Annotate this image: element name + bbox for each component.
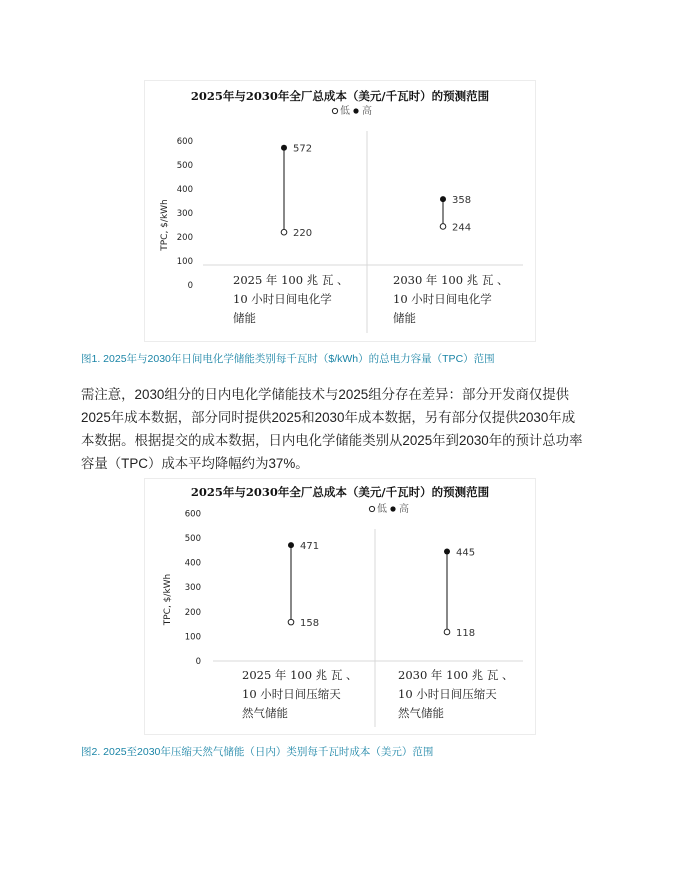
low-value-label: 244 [452, 222, 472, 234]
category-label-line: 2025 年 100 兆 瓦 、 [233, 273, 349, 287]
paragraph-line-2: 2025年成本数据，部分同时提供2025和2030年成本数据，另有部分仅提供2030年成 [81, 410, 576, 425]
chart-2 [144, 478, 536, 735]
category-label-line: 储能 [233, 311, 256, 325]
paragraph-line-4: 容量（TPC）成本平均降幅约为37%。 [81, 456, 309, 471]
category-label-line: 然气储能 [242, 706, 288, 720]
y-tick-label: 0 [187, 281, 193, 291]
legend-high-label: 高 [399, 504, 409, 515]
y-tick-label: 100 [176, 257, 193, 267]
y-tick-label: 0 [195, 657, 201, 667]
low-value-label: 158 [300, 618, 320, 630]
low-point [281, 229, 287, 235]
chart-2-svg [145, 479, 535, 734]
y-tick-label: 600 [184, 509, 201, 520]
y-tick-label: 200 [176, 233, 193, 243]
category-label-line: 2030 年 100 兆 瓦 、 [393, 273, 509, 287]
y-tick-label: 100 [184, 632, 201, 643]
chart-1-svg [145, 81, 535, 341]
body-paragraph [81, 383, 601, 475]
category-label-line: 10 小时日间电化学 [233, 292, 332, 306]
chart-1 [144, 80, 536, 342]
high-value-label: 445 [456, 547, 476, 559]
y-axis-title: TPC, $/kWh [163, 573, 173, 626]
paragraph-line-3: 本数据。根据提交的成本数据，日内电化学储能类别从2025年到2030年的预计总功率 [81, 433, 583, 448]
y-tick-label: 500 [176, 161, 193, 171]
figure-2-caption: 图2. 2025至2030年压缩天然气储能（日内）类别每千瓦时成本（美元）范围 [81, 746, 434, 758]
y-tick-label: 400 [184, 558, 201, 569]
high-point [440, 196, 446, 202]
low-point [288, 619, 294, 625]
legend-low-label: 低 [377, 504, 387, 515]
paragraph-line-1: 需注意，2030组分的日内电化学储能技术与2025组分存在差异：部分开发商仅提供 [81, 387, 570, 402]
low-point [444, 629, 450, 635]
high-value-label: 572 [293, 143, 313, 155]
legend-high-label: 高 [362, 106, 372, 117]
legend-low-marker [332, 108, 337, 113]
y-tick-label: 300 [176, 209, 193, 219]
y-tick-label: 200 [184, 607, 201, 618]
high-point [288, 542, 294, 548]
chart-title: 2025年与2030年全厂总成本（美元/千瓦时）的预测范围 [190, 485, 490, 499]
legend-high-marker [353, 108, 358, 113]
y-tick-label: 400 [176, 185, 193, 195]
high-value-label: 358 [452, 195, 472, 207]
legend-high-marker [390, 506, 395, 511]
category-label-line: 2030 年 100 兆 瓦 、 [398, 668, 514, 682]
y-axis-title: TPC, $/kWh [160, 199, 170, 251]
low-value-label: 118 [456, 627, 476, 639]
y-tick-label: 600 [176, 137, 193, 147]
category-label-line: 10 小时日间压缩天 [398, 687, 497, 701]
legend-low-label: 低 [340, 106, 350, 117]
high-point [444, 549, 450, 555]
category-label-line: 然气储能 [398, 706, 444, 720]
low-point [440, 224, 446, 230]
category-label-line: 2025 年 100 兆 瓦 、 [242, 668, 358, 682]
high-point [281, 145, 287, 151]
y-tick-label: 300 [184, 583, 201, 594]
category-label-line: 10 小时日间电化学 [393, 292, 492, 306]
y-tick-label: 500 [184, 534, 201, 544]
chart-title: 2025年与2030年全厂总成本（美元/千瓦时）的预测范围 [190, 89, 490, 103]
category-label-line: 10 小时日间压缩天 [242, 687, 341, 701]
figure-1-caption: 图1. 2025年与2030年日间电化学储能类别每千瓦时（$/kWh）的总电力容量（TPC）范围 [81, 353, 495, 365]
low-value-label: 220 [293, 228, 313, 240]
category-label-line: 储能 [393, 311, 416, 325]
high-value-label: 471 [300, 541, 320, 553]
legend-low-marker [369, 506, 374, 511]
